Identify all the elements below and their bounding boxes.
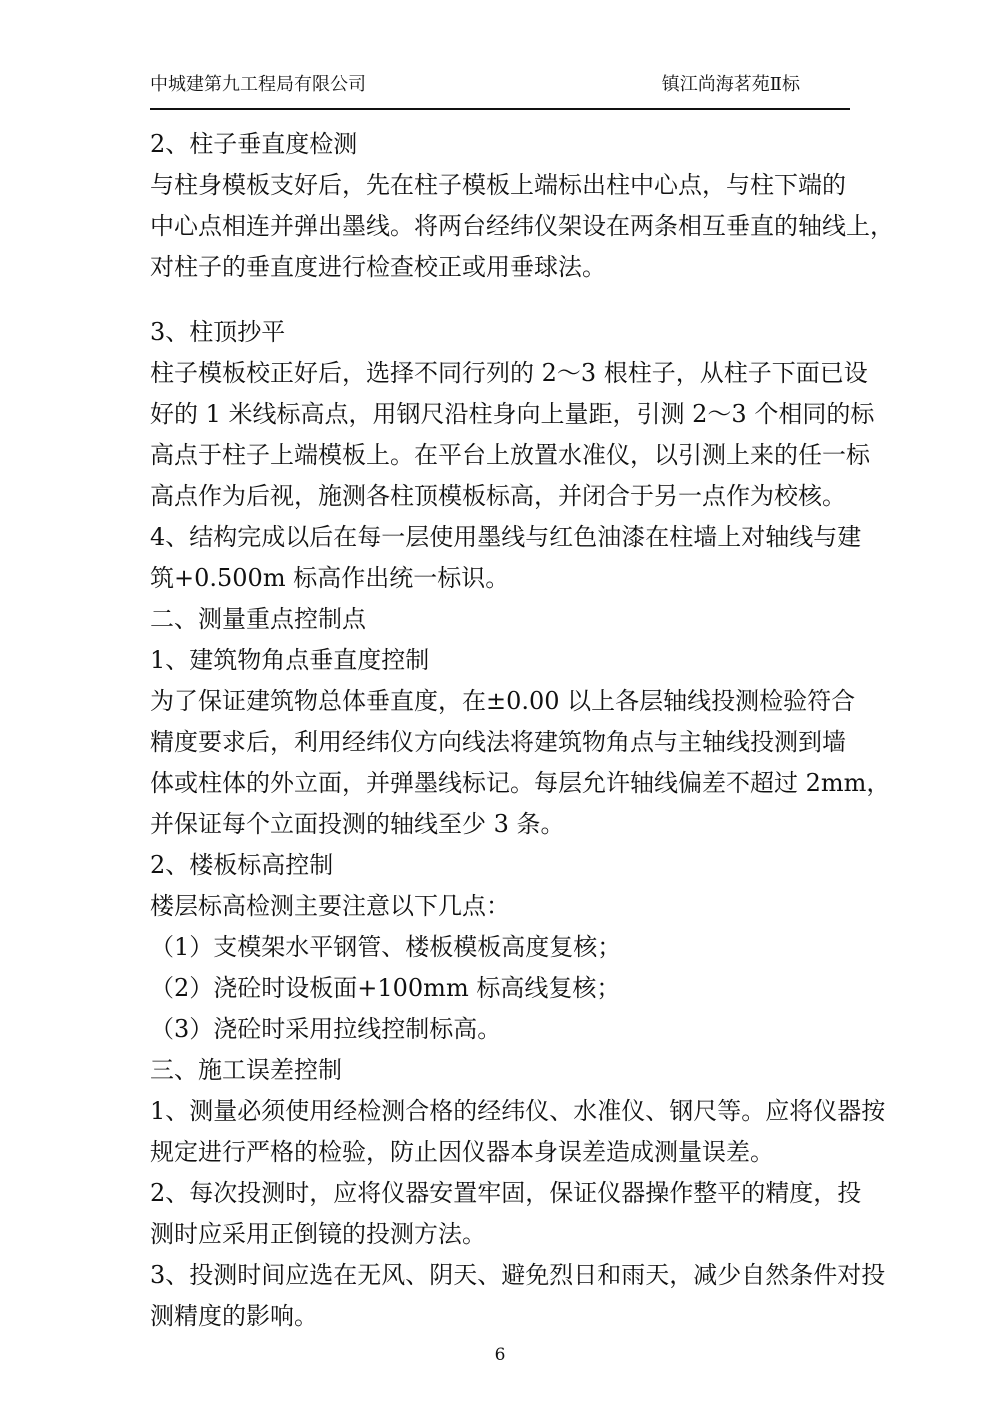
paragraph-line: 精度要求后，利用经纬仪方向线法将建筑物角点与主轴线投测到墙 bbox=[150, 728, 846, 756]
list-item: （3）浇砼时采用拉线控制标高。 bbox=[150, 1015, 502, 1043]
section-heading: 二、测量重点控制点 bbox=[150, 605, 366, 633]
paragraph-line: 柱子模板校正好后，选择不同行列的 2～3 根柱子，从柱子下面已设 bbox=[150, 359, 868, 387]
section-heading: 3、柱顶抄平 bbox=[150, 318, 286, 346]
paragraph-line: 对柱子的垂直度进行检查校正或用垂球法。 bbox=[150, 253, 606, 281]
page-header bbox=[150, 64, 850, 104]
section-heading: 2、柱子垂直度检测 bbox=[150, 130, 358, 158]
paragraph-line: 中心点相连并弹出墨线。将两台经纬仪架设在两条相互垂直的轴线上， bbox=[150, 212, 894, 240]
paragraph-line: 高点作为后视，施测各柱顶模板标高，并闭合于另一点作为校核。 bbox=[150, 482, 846, 510]
list-item: （2）浇砼时设板面+100mm 标高线复核； bbox=[150, 974, 621, 1002]
paragraph-line: 楼层标高检测主要注意以下几点： bbox=[150, 892, 510, 920]
paragraph-line: 体或柱体的外立面，并弹墨线标记。每层允许轴线偏差不超过 2mm， bbox=[150, 769, 891, 797]
paragraph-line: 高点于柱子上端模板上。在平台上放置水准仪，以引测上来的任一标 bbox=[150, 441, 870, 469]
paragraph-line: 测精度的影响。 bbox=[150, 1302, 318, 1330]
page-number: 6 bbox=[494, 1345, 506, 1365]
paragraph-gap bbox=[150, 288, 850, 312]
paragraph-line: 3、投测时间应选在无风、阴天、避免烈日和雨天，减少自然条件对投 bbox=[150, 1261, 886, 1289]
header-rule bbox=[150, 108, 850, 110]
header-project: 镇江尚海茗苑Ⅱ标 bbox=[661, 74, 800, 95]
section-heading: 三、施工误差控制 bbox=[150, 1056, 342, 1084]
paragraph-line: 并保证每个立面投测的轴线至少 3 条。 bbox=[150, 810, 565, 838]
section-heading: 1、建筑物角点垂直度控制 bbox=[150, 646, 430, 674]
paragraph-line: 与柱身模板支好后，先在柱子模板上端标出柱中心点，与柱下端的 bbox=[150, 171, 846, 199]
paragraph-line: 为了保证建筑物总体垂直度，在±0.00 以上各层轴线投测检验符合 bbox=[150, 687, 856, 715]
paragraph-line: 好的 1 米线标高点，用钢尺沿柱身向上量距，引测 2～3 个相同的标 bbox=[150, 400, 875, 428]
paragraph-line: 规定进行严格的检验，防止因仪器本身误差造成测量误差。 bbox=[150, 1138, 774, 1166]
paragraph-line: 测时应采用正倒镜的投测方法。 bbox=[150, 1220, 486, 1248]
list-item: （1）支模架水平钢管、楼板模板高度复核； bbox=[150, 933, 622, 961]
header-company: 中城建第九工程局有限公司 bbox=[150, 74, 366, 95]
paragraph-line: 筑+0.500m 标高作出统一标识。 bbox=[150, 564, 510, 592]
paragraph-line: 1、测量必须使用经检测合格的经纬仪、水准仪、钢尺等。应将仪器按 bbox=[150, 1097, 886, 1125]
paragraph-line: 4、结构完成以后在每一层使用墨线与红色油漆在柱墙上对轴线与建 bbox=[150, 523, 862, 551]
section-heading: 2、楼板标高控制 bbox=[150, 851, 334, 879]
document-body bbox=[150, 124, 894, 1337]
paragraph-line: 2、每次投测时，应将仪器安置牢固，保证仪器操作整平的精度，投 bbox=[150, 1179, 862, 1207]
